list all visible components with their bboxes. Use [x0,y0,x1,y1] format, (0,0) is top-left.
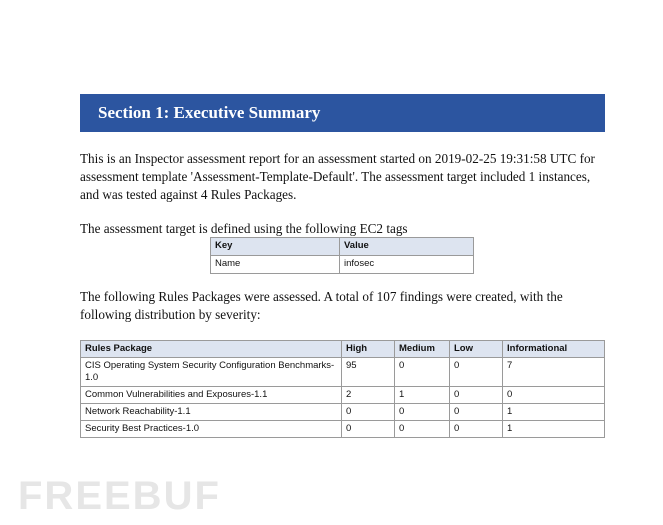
rules-package-cell: Security Best Practices-1.0 [81,421,342,438]
assessment-summary-paragraph: This is an Inspector assessment report for an assessment started on 2019-02-25 19:31:58 UTC for assessment template 'Assessment-Template-Default'. The assessment target included 1 instances, and was tested against 4 Rules Packages. [80,151,595,202]
informational-count-cell: 7 [503,358,605,387]
column-header-informational: Informational [503,341,605,358]
high-count-cell: 95 [342,358,395,387]
column-header-low: Low [450,341,503,358]
column-header-medium: Medium [395,341,450,358]
section-title: Section 1: Executive Summary [98,103,321,122]
table-row [81,421,605,438]
low-count-cell: 0 [450,358,503,387]
informational-count-cell: 0 [503,387,605,404]
column-header-rules-package: Rules Package [81,341,342,358]
tag-value-cell: infosec [340,256,474,274]
medium-count-cell: 0 [395,358,450,387]
freebuf-watermark: FREEBUF [18,474,221,518]
section-header [80,94,605,132]
low-count-cell: 0 [450,387,503,404]
low-count-cell: 0 [450,421,503,438]
high-count-cell: 0 [342,421,395,438]
column-header-high: High [342,341,395,358]
table-row [81,358,605,387]
column-header-key: Key [211,238,340,256]
table-row [81,404,605,421]
medium-count-cell: 0 [395,404,450,421]
high-count-cell: 0 [342,404,395,421]
ec2-tags-table [210,237,474,274]
rules-package-cell: Common Vulnerabilities and Exposures-1.1 [81,387,342,404]
medium-count-cell: 1 [395,387,450,404]
column-header-value: Value [340,238,474,256]
rules-packages-table [80,340,605,438]
low-count-cell: 0 [450,404,503,421]
rules-intro-paragraph: The following Rules Packages were assessed. A total of 107 findings were created, with the following distribution by severity: [80,289,563,322]
informational-count-cell: 1 [503,421,605,438]
tag-key-cell: Name [211,256,340,274]
informational-count-cell: 1 [503,404,605,421]
high-count-cell: 2 [342,387,395,404]
rules-package-cell: Network Reachability-1.1 [81,404,342,421]
tags-intro-paragraph: The assessment target is defined using the following EC2 tags [80,221,408,236]
table-header-row [81,341,605,358]
table-header-row [211,238,474,256]
table-row [211,256,474,274]
table-row [81,387,605,404]
rules-package-cell: CIS Operating System Security Configuration Benchmarks-1.0 [81,358,342,387]
medium-count-cell: 0 [395,421,450,438]
